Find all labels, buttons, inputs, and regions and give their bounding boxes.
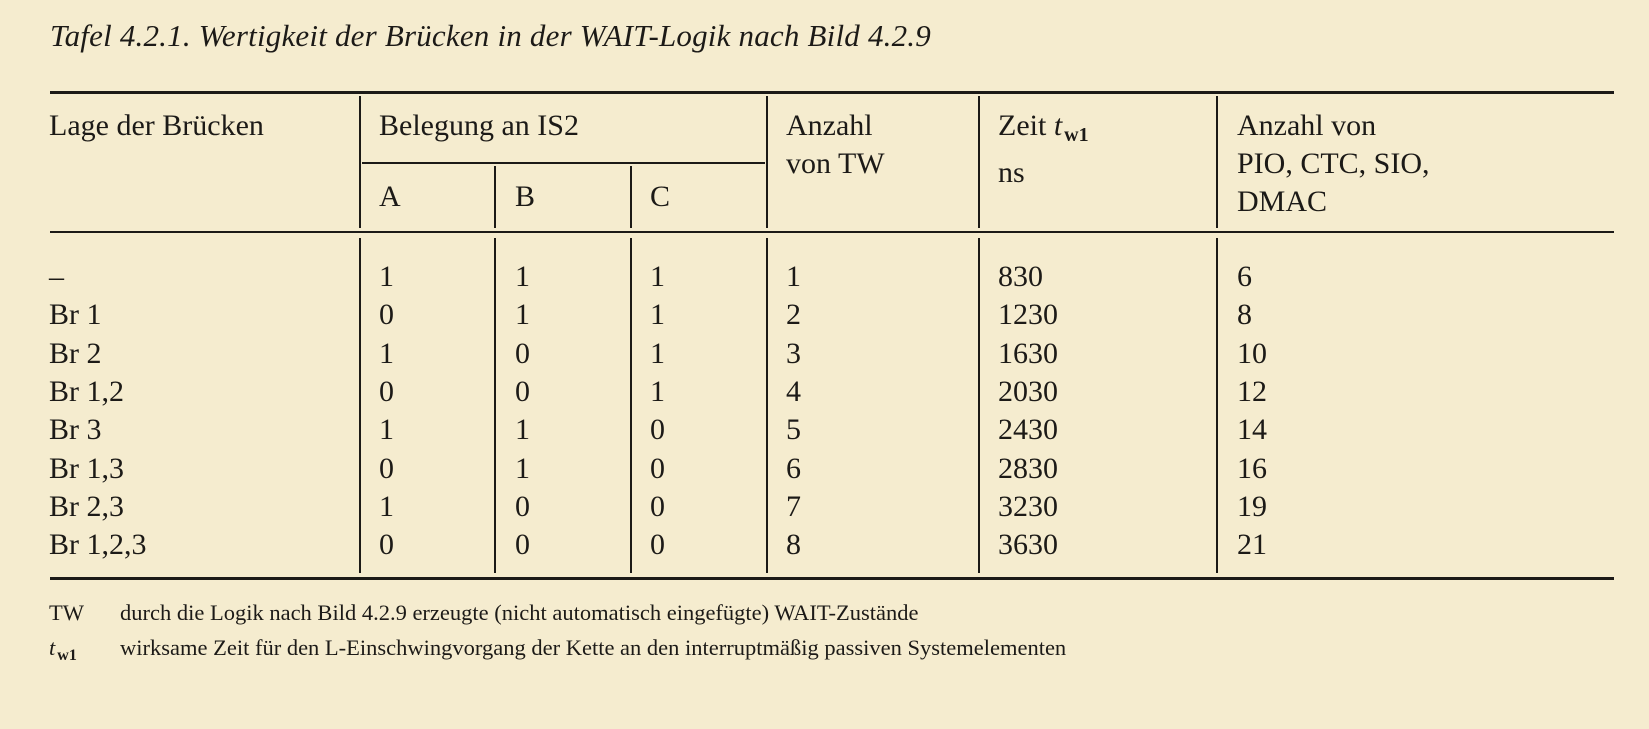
header-anzahl-von-line1: Anzahl von <box>1237 109 1377 142</box>
cell-lage: Br 1 <box>49 298 102 332</box>
cell-a: 1 <box>379 413 394 447</box>
cell-c: 0 <box>650 489 665 523</box>
header-anzahl-von-line2: PIO, CTC, SIO, <box>1237 147 1430 180</box>
column-divider <box>766 238 768 573</box>
header-anzahl-tw-line1: Anzahl <box>786 109 873 142</box>
column-divider <box>494 238 496 573</box>
cell-b: 0 <box>515 374 530 408</box>
cell-anzahl-tw: 5 <box>786 413 801 447</box>
cell-anzahl-tw: 8 <box>786 528 801 562</box>
header-c: C <box>650 180 671 213</box>
cell-anzahl-von: 19 <box>1237 489 1267 523</box>
column-divider <box>630 238 632 573</box>
column-divider <box>359 238 361 573</box>
footnote-text: wirksame Zeit für den L-Einschwingvorgang der Kette an den interruptmäßig passiven Systemelementen <box>120 635 1067 660</box>
header-belegung: Belegung an IS2 <box>379 109 579 142</box>
cell-anzahl-tw: 6 <box>786 451 801 485</box>
cell-zeit: 2430 <box>998 413 1058 447</box>
header-zeit-unit: ns <box>998 156 1025 189</box>
cell-zeit: 1630 <box>998 336 1058 370</box>
cell-c: 0 <box>650 413 665 447</box>
cell-b: 0 <box>515 528 530 562</box>
group-header-rule <box>362 162 765 164</box>
column-divider <box>1216 96 1218 228</box>
cell-zeit: 3230 <box>998 489 1058 523</box>
cell-b: 1 <box>515 260 530 293</box>
cell-b: 1 <box>515 413 530 447</box>
header-lage: Lage der Brücken <box>49 109 264 142</box>
cell-a: 0 <box>379 528 394 562</box>
cell-lage: Br 3 <box>49 413 102 447</box>
footnote-abbr: TW <box>49 600 84 625</box>
header-zeit-subscript: w1 <box>1064 124 1089 146</box>
footnote-abbr <box>49 633 77 671</box>
cell-anzahl-von: 14 <box>1237 413 1267 447</box>
cell-c: 0 <box>650 528 665 562</box>
cell-zeit: 830 <box>998 260 1043 293</box>
cell-a: 0 <box>379 374 394 408</box>
cell-anzahl-tw: 7 <box>786 489 801 523</box>
cell-zeit: 2030 <box>998 374 1058 408</box>
cell-b: 1 <box>515 451 530 485</box>
cell-lage: Br 2,3 <box>49 489 124 523</box>
header-b: B <box>515 180 536 213</box>
cell-anzahl-tw: 1 <box>786 260 801 293</box>
cell-anzahl-tw: 4 <box>786 374 801 408</box>
column-divider <box>978 96 980 228</box>
bottom-rule <box>50 577 1614 580</box>
cell-c: 1 <box>650 260 665 293</box>
cell-lage: Br 1,2 <box>49 374 124 408</box>
cell-zeit: 1230 <box>998 298 1058 332</box>
cell-anzahl-von: 12 <box>1237 374 1267 408</box>
column-divider <box>1216 238 1218 573</box>
cell-anzahl-tw: 2 <box>786 298 801 332</box>
cell-c: 1 <box>650 336 665 370</box>
header-anzahl-von-line3: DMAC <box>1237 185 1328 218</box>
header-zeit-symbol: t <box>1053 109 1063 142</box>
table-caption: Tafel 4.2.1. Wertigkeit der Brücken in der WAIT-Logik nach Bild 4.2.9 <box>50 18 931 53</box>
cell-lage: Br 1,3 <box>49 451 124 485</box>
column-divider <box>978 238 980 573</box>
column-divider <box>630 166 632 228</box>
column-divider <box>494 166 496 228</box>
header-rule <box>50 231 1614 233</box>
cell-lage: – <box>49 260 64 293</box>
cell-anzahl-von: 10 <box>1237 336 1267 370</box>
cell-b: 0 <box>515 336 530 370</box>
column-divider <box>359 96 361 228</box>
footnote-text: durch die Logik nach Bild 4.2.9 erzeugte (nicht automatisch eingefügte) WAIT-Zustände <box>120 600 919 625</box>
cell-a: 0 <box>379 298 394 332</box>
header-zeit-line1 <box>998 107 1089 154</box>
header-a: A <box>379 180 401 213</box>
footnote-abbr-symbol: t <box>49 635 56 660</box>
cell-a: 1 <box>379 336 394 370</box>
header-anzahl-von <box>1237 107 1430 221</box>
cell-anzahl-tw: 3 <box>786 336 801 370</box>
column-divider <box>766 96 768 228</box>
top-rule <box>50 91 1614 94</box>
cell-c: 1 <box>650 298 665 332</box>
cell-c: 0 <box>650 451 665 485</box>
cell-c: 1 <box>650 374 665 408</box>
cell-b: 0 <box>515 489 530 523</box>
cell-anzahl-von: 16 <box>1237 451 1267 485</box>
cell-b: 1 <box>515 298 530 332</box>
header-anzahl-tw-line2: von TW <box>786 147 885 180</box>
header-anzahl-tw <box>786 107 885 183</box>
header-zeit-word: Zeit <box>998 109 1047 142</box>
cell-a: 1 <box>379 489 394 523</box>
cell-lage: Br 1,2,3 <box>49 528 147 562</box>
cell-anzahl-von: 21 <box>1237 528 1267 562</box>
footnote-abbr-subscript: w1 <box>57 647 77 664</box>
cell-a: 0 <box>379 451 394 485</box>
cell-zeit: 2830 <box>998 451 1058 485</box>
cell-a: 1 <box>379 260 394 293</box>
cell-zeit: 3630 <box>998 528 1058 562</box>
cell-anzahl-von: 6 <box>1237 260 1252 293</box>
cell-anzahl-von: 8 <box>1237 298 1252 332</box>
header-zeit <box>998 107 1089 192</box>
cell-lage: Br 2 <box>49 336 102 370</box>
